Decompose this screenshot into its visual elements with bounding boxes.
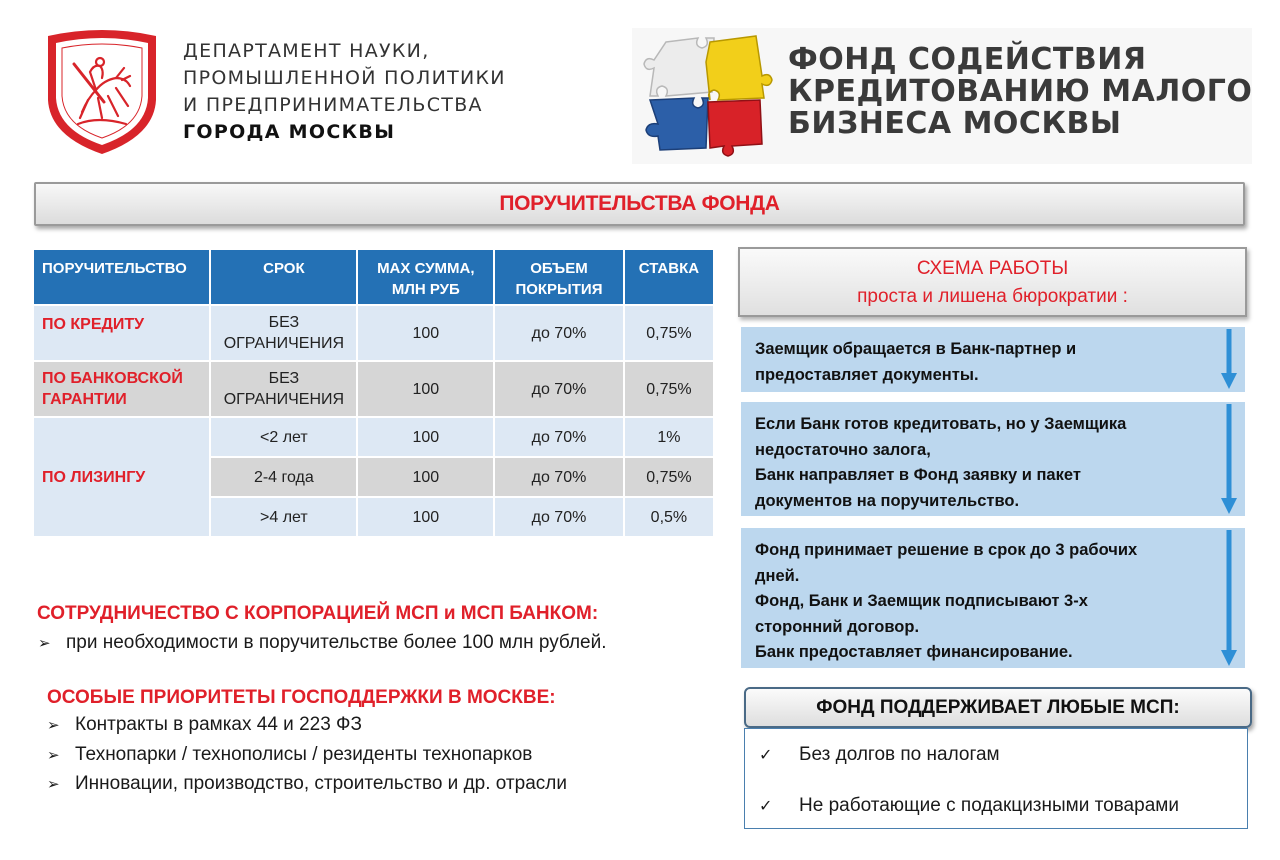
step-line: Заемщик обращается в Банк-партнер и	[755, 340, 1077, 358]
step-line: Фонд, Банк и Заемщик подписывают 3-х	[755, 592, 1088, 610]
col-header-rate: СТАВКА	[625, 250, 713, 304]
checkmark-icon: ✓	[759, 796, 773, 815]
table-header-row	[34, 250, 713, 304]
down-arrow-icon	[1219, 402, 1239, 516]
arrow-bullet-icon: ➢	[47, 746, 60, 764]
fund-line: КРЕДИТОВАНИЮ МАЛОГО	[788, 74, 1253, 109]
col-header-guarantee: ПОРУЧИТЕЛЬСТВО	[34, 250, 209, 304]
fund-line: БИЗНЕСА МОСКВЫ	[788, 106, 1122, 141]
cell-rate: 0,5%	[625, 498, 713, 536]
cell-sum: 100	[358, 418, 493, 456]
scheme-title: СХЕМА РАБОТЫ	[916, 258, 1069, 279]
dept-line: ДЕПАРТАМЕНТ НАУКИ,	[183, 40, 430, 62]
col-header-coverage: ОБЪЕМ ПОКРЫТИЯ	[495, 250, 623, 304]
support-item: ✓ Не работающие с подакцизными товарами	[759, 795, 1179, 816]
cell-rate: 0,75%	[625, 362, 713, 416]
dept-line: ПРОМЫШЛЕННОЙ ПОЛИТИКИ	[183, 67, 506, 89]
department-name	[183, 38, 506, 146]
cell-sum: 100	[358, 458, 493, 496]
step-line: недостаточно залога,	[755, 440, 931, 459]
fund-line: ФОНД СОДЕЙСТВИЯ	[788, 42, 1147, 77]
cell-coverage: до 70%	[495, 418, 623, 456]
dept-line: ГОРОДА МОСКВЫ	[183, 121, 396, 143]
checkmark-icon: ✓	[759, 745, 773, 764]
step-line: Фонд принимает решение в срок до 3 рабочих	[755, 541, 1138, 559]
down-arrow-icon	[1219, 528, 1239, 668]
priorities-bullet: ➢ Инновации, производство, строительство и др. отрасли	[47, 773, 567, 794]
scheme-title-box	[738, 247, 1247, 317]
priorities-title: ОСОБЫЕ ПРИОРИТЕТЫ ГОСПОДДЕРЖКИ В МОСКВЕ:	[47, 687, 556, 708]
cell-coverage: до 70%	[495, 458, 623, 496]
arrow-bullet-icon: ➢	[47, 716, 60, 734]
guarantees-banner	[34, 182, 1245, 226]
support-title: ФОНД ПОДДЕРЖИВАЕТ ЛЮБЫЕ МСП:	[816, 696, 1180, 718]
moscow-coat-of-arms-logo	[38, 28, 166, 158]
support-list	[744, 728, 1248, 829]
row-label-guarantee: ПО БАНКОВСКОЙ ГАРАНТИИ	[34, 362, 209, 416]
cooperation-title: СОТРУДНИЧЕСТВО С КОРПОРАЦИЕЙ МСП и МСП БАНКОМ:	[37, 603, 599, 624]
cell-coverage: до 70%	[495, 498, 623, 536]
down-arrow-icon	[1219, 327, 1239, 392]
cell-rate: 1%	[625, 418, 713, 456]
arrow-bullet-icon: ➢	[47, 775, 60, 793]
support-item: ✓ Без долгов по налогам	[759, 744, 1000, 765]
dept-line: И ПРЕДПРИНИМАТЕЛЬСТВА	[183, 94, 483, 116]
fund-name	[788, 44, 1252, 140]
step-line: сторонний договор.	[755, 617, 920, 636]
row-label-leasing: ПО ЛИЗИНГУ	[34, 418, 209, 536]
col-header-max-sum: MAX СУММА, МЛН РУБ	[358, 250, 493, 304]
fund-logo	[632, 28, 1252, 164]
guarantees-table	[32, 248, 715, 538]
cell-term: >4 лет	[211, 498, 356, 536]
col-header-term: СРОК	[211, 250, 356, 304]
cell-term: 2-4 года	[211, 458, 356, 496]
cell-coverage: до 70%	[495, 362, 623, 416]
cooperation-bullet: ➢ при необходимости в поручительстве более 100 млн рублей.	[38, 632, 607, 653]
banner-title: ПОРУЧИТЕЛЬСТВА ФОНДА	[499, 192, 780, 215]
priorities-bullet: ➢ Контракты в рамках 44 и 223 ФЗ	[47, 714, 362, 735]
step-line: Если Банк готов кредитовать, но у Заемщика	[755, 415, 1127, 433]
scheme-step-3	[741, 528, 1245, 668]
support-title-box	[744, 687, 1252, 728]
cell-sum: 100	[358, 498, 493, 536]
cell-rate: 0,75%	[625, 458, 713, 496]
cell-coverage: до 70%	[495, 306, 623, 360]
step-line: дней.	[755, 566, 800, 585]
step-line: документов на поручительство.	[755, 491, 1020, 510]
cell-term: <2 лет	[211, 418, 356, 456]
table-row	[34, 418, 713, 456]
cell-term: БЕЗ ОГРАНИЧЕНИЯ	[211, 306, 356, 360]
puzzle-icon	[636, 32, 774, 160]
scheme-step-2	[741, 402, 1245, 516]
step-line: Банк направляет в Фонд заявку и пакет	[755, 466, 1081, 484]
cell-rate: 0,75%	[625, 306, 713, 360]
scheme-step-1	[741, 327, 1245, 392]
step-line: предоставляет документы.	[755, 365, 979, 384]
step-line: Банк предоставляет финансирование.	[755, 643, 1073, 661]
row-label-credit: ПО КРЕДИТУ	[34, 306, 209, 360]
cell-sum: 100	[358, 306, 493, 360]
scheme-subtitle: проста и лишена бюрократии :	[857, 286, 1128, 307]
priorities-bullet: ➢ Технопарки / технополисы / резиденты технопарков	[47, 744, 533, 765]
cell-term: БЕЗ ОГРАНИЧЕНИЯ	[211, 362, 356, 416]
cell-sum: 100	[358, 362, 493, 416]
table-row	[34, 306, 713, 360]
table-row	[34, 362, 713, 416]
arrow-bullet-icon: ➢	[38, 634, 51, 652]
